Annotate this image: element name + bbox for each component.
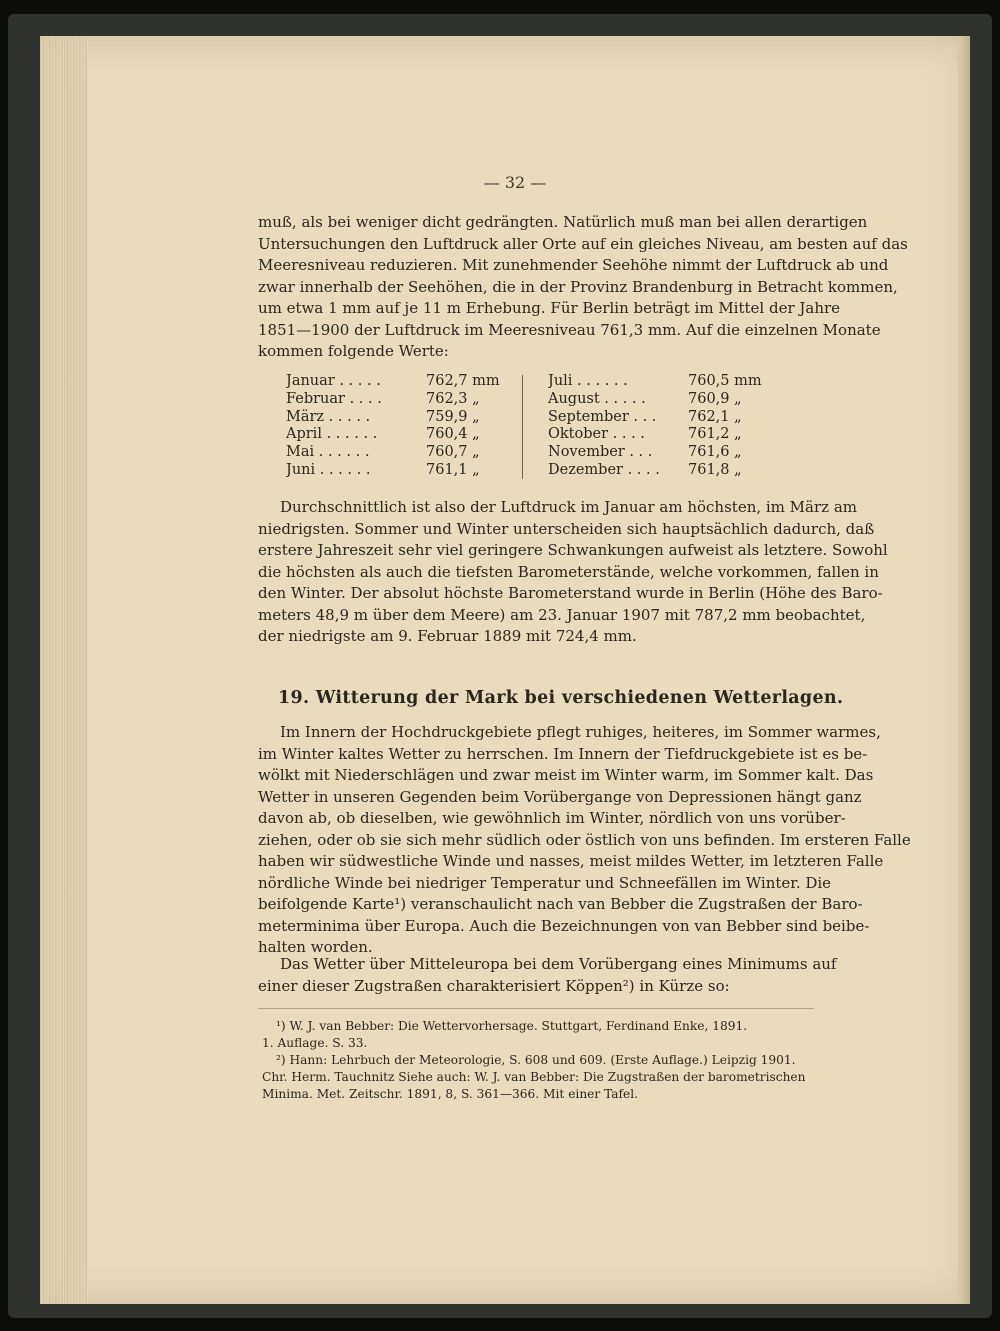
text-line: beifolgende Karte¹) veranschaulicht nach van Bebber die Zugstraßen der Baro- — [258, 895, 863, 913]
footnote-line: Chr. Herm. Tauchnitz Siehe auch: W. J. van Bebber: Die Zugstraßen der barometrischen — [262, 1070, 806, 1084]
footnote-rule — [258, 1008, 814, 1009]
table-row — [548, 409, 778, 427]
month-label: April . . . . . . — [286, 426, 378, 443]
text-line: Untersuchungen den Luftdruck aller Orte auf ein gleiches Niveau, am besten auf das — [258, 234, 908, 253]
month-label: Januar . . . . . — [286, 373, 381, 389]
text-line: haben wir südwestliche Winde und nasses, meist mildes Wetter, im letzteren Falle — [258, 852, 884, 870]
text-line: Im Innern der Hochdruckgebiete pflegt ruhiges, heiteres, im Sommer warmes, — [280, 723, 881, 741]
month-label: Oktober . . . . — [548, 426, 645, 443]
text-line: Durchschnittlich ist also der Luftdruck im Januar am höchsten, im März am — [280, 498, 857, 516]
text-line: 1851—1900 der Luftdruck im Meeresniveau 761,3 mm. Auf die einzelnen Monate — [258, 320, 881, 339]
month-label: Dezember . . . . — [548, 461, 660, 478]
text-line: ziehen, oder ob sie sich mehr südlich oder östlich von uns befinden. Im ersteren Falle — [258, 830, 911, 849]
table-row — [548, 391, 778, 409]
table-row — [548, 373, 778, 391]
table-row — [286, 373, 516, 391]
footnote-line: 1. Auflage. S. 33. — [262, 1036, 368, 1050]
summary-paragraph — [258, 497, 888, 648]
text-line: halten worden. — [258, 938, 373, 956]
text-line: Wetter in unseren Gegenden beim Vorübergange von Depressionen hängt ganz — [258, 787, 862, 806]
pressure-value: 761,8 „ — [688, 461, 742, 478]
text-line: niedrigsten. Sommer und Winter unterscheiden sich hauptsächlich dadurch, daß — [258, 519, 875, 538]
intro-paragraph — [258, 212, 908, 363]
table-row — [548, 462, 778, 480]
table-row — [286, 444, 516, 462]
text-line: davon ab, ob dieselben, wie gewöhnlich im Winter, nördlich von uns vorüber- — [258, 809, 846, 827]
table-row — [286, 462, 516, 480]
month-label: Juli . . . . . . — [548, 373, 628, 389]
text-line: den Winter. Der absolut höchste Barometerstand wurde in Berlin (Höhe des Baro- — [258, 584, 883, 602]
pressure-value: 761,1 „ — [426, 461, 480, 478]
table-row — [286, 391, 516, 409]
page-edge — [958, 36, 970, 1304]
pressure-value: 762,7 mm — [426, 373, 500, 389]
page-gutter — [40, 36, 88, 1304]
text-line: im Winter kaltes Wetter zu herrschen. Im Innern der Tiefdruckgebiete ist es be- — [258, 744, 868, 763]
footnote-line: ¹) W. J. van Bebber: Die Wettervorhersage. Stuttgart, Ferdinand Enke, 1891. — [276, 1019, 748, 1033]
text-line: kommen folgende Werte: — [258, 342, 449, 360]
month-label: November . . . — [548, 444, 653, 461]
pressure-value: 760,4 „ — [426, 426, 480, 443]
text-line: wölkt mit Niederschlägen und zwar meist im Winter warm, im Sommer kalt. Das — [258, 766, 874, 784]
text-line: zwar innerhalb der Seehöhen, die in der Provinz Brandenburg in Betracht kommen, — [258, 277, 898, 296]
section-paragraph-2 — [258, 954, 837, 997]
pressure-table — [286, 373, 786, 481]
month-label: September . . . — [548, 408, 657, 425]
section-paragraph — [258, 722, 911, 959]
text-line: Meeresniveau reduzieren. Mit zunehmender Seehöhe nimmt der Luftdruck ab und — [258, 256, 889, 274]
month-label: März . . . . . — [286, 408, 371, 425]
text-line: erstere Jahreszeit sehr viel geringere Schwankungen aufweist als letztere. Sowohl — [258, 541, 888, 559]
text-line: um etwa 1 mm auf je 11 m Erhebung. Für Berlin beträgt im Mittel der Jahre — [258, 299, 841, 317]
text-line: Das Wetter über Mitteleuropa bei dem Vorübergang eines Minimums auf — [280, 955, 837, 973]
pressure-value: 760,5 mm — [688, 373, 762, 389]
text-line: der niedrigste am 9. Februar 1889 mit 724,4 mm. — [258, 627, 637, 645]
text-line: einer dieser Zugstraßen charakterisiert Köppen²) in Kürze so: — [258, 976, 730, 995]
table-row — [548, 444, 778, 462]
month-label: Mai . . . . . . — [286, 444, 370, 461]
pressure-value: 761,6 „ — [688, 444, 742, 461]
footnote-line: Minima. Met. Zeitschr. 1891, 8, S. 361—366. Mit einer Tafel. — [262, 1087, 639, 1101]
month-label: Februar . . . . — [286, 390, 382, 407]
pressure-value: 762,1 „ — [688, 408, 742, 425]
table-divider — [522, 375, 523, 479]
pressure-column-left — [286, 373, 516, 480]
table-row — [286, 426, 516, 444]
text-line: nördliche Winde bei niedriger Temperatur und Schneefällen im Winter. Die — [258, 873, 832, 892]
footnote-line: ²) Hann: Lehrbuch der Meteorologie, S. 608 und 609. (Erste Auflage.) Leipzig 1901. — [276, 1053, 796, 1067]
table-row — [548, 426, 778, 444]
pressure-value: 760,9 „ — [688, 390, 742, 407]
page-number: — 32 — — [483, 173, 547, 192]
text-line: die höchsten als auch die tiefsten Barometerstände, welche vorkommen, fallen in — [258, 562, 879, 581]
month-label: Juni . . . . . . — [286, 461, 371, 478]
pressure-value: 760,7 „ — [426, 444, 480, 461]
section-heading: 19. Witterung der Mark bei verschiedenen Wetterlagen. — [278, 688, 844, 708]
footnotes — [262, 1018, 818, 1103]
text-line: meterminima über Europa. Auch die Bezeichnungen von van Bebber sind beibe- — [258, 916, 870, 935]
pressure-value: 759,9 „ — [426, 408, 480, 425]
month-label: August . . . . . — [548, 390, 646, 407]
pressure-value: 761,2 „ — [688, 426, 742, 443]
text-line: muß, als bei weniger dicht gedrängten. Natürlich muß man bei allen derartigen — [258, 213, 868, 231]
text-line: meters 48,9 m über dem Meere) am 23. Januar 1907 mit 787,2 mm beobachtet, — [258, 605, 866, 624]
pressure-value: 762,3 „ — [426, 390, 480, 407]
pressure-column-right — [548, 373, 778, 480]
table-row — [286, 409, 516, 427]
